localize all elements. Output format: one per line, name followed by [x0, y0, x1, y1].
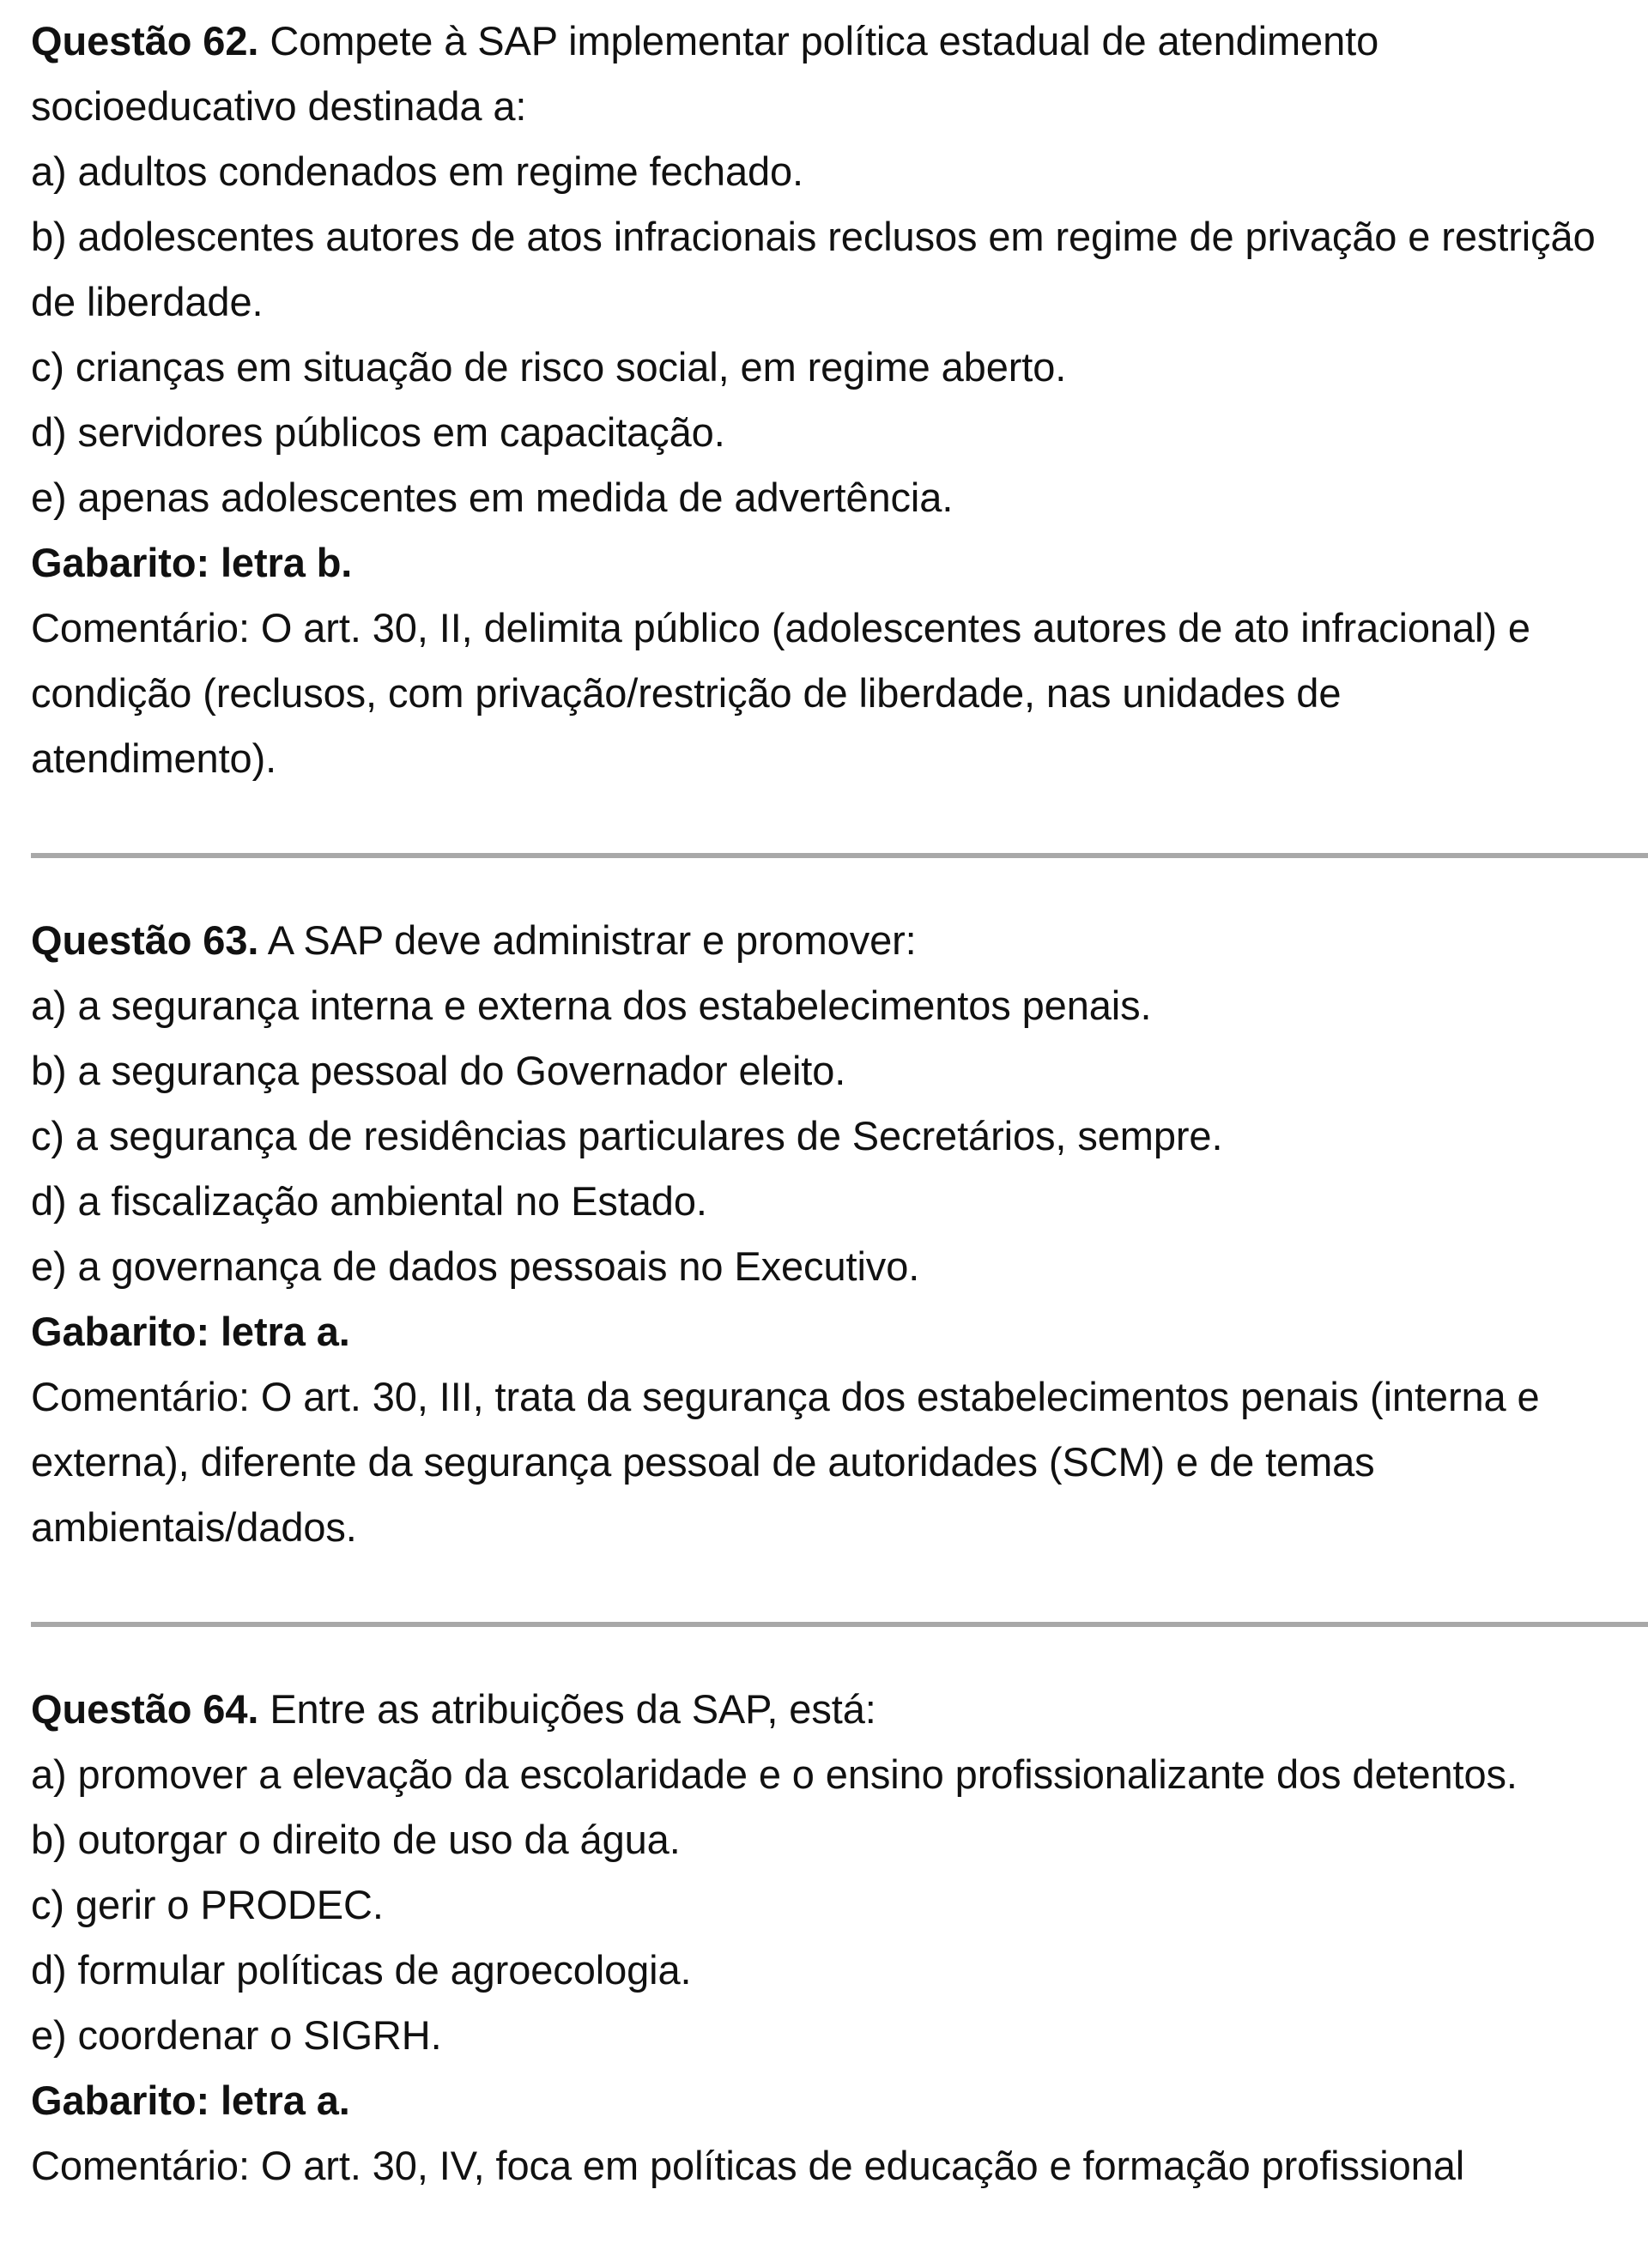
- question-number: Questão 64.: [31, 1686, 259, 1732]
- document-page: [31, 9, 1648, 2198]
- comment: Comentário: O art. 30, IV, foca em políticas de educação e formação profissional: [31, 2143, 1465, 2188]
- option-d: d) formular políticas de agroecologia.: [31, 1947, 692, 1993]
- option-e: e) coordenar o SIGRH.: [31, 2012, 442, 2058]
- option-c: c) crianças em situação de risco social, em regime aberto.: [31, 344, 1067, 390]
- question-stem: [31, 1677, 1648, 1742]
- answer-key: Gabarito: letra a.: [31, 1309, 350, 1354]
- question-text: Entre as atribuições da SAP, está:: [270, 1686, 876, 1732]
- option-d: d) servidores públicos em capacitação.: [31, 409, 725, 455]
- question-stem: [31, 9, 1576, 139]
- comment: Comentário: O art. 30, III, trata da segurança dos estabelecimentos penais (interna e externa), diferente da segurança pessoal de autoridades (SCM) e de temas ambientais/dados.: [31, 1374, 1540, 1550]
- comment: Comentário: O art. 30, II, delimita público (adolescentes autores de ato infracional) e condição (reclusos, com privação/restrição de liberdade, nas unidades de atendimento).: [31, 605, 1530, 781]
- question-text: Compete à SAP implementar política estadual de atendimento socioeducativo destinada a:: [31, 18, 1379, 129]
- question-62: [31, 9, 1648, 791]
- option-c: c) a segurança de residências particulares de Secretários, sempre.: [31, 1113, 1223, 1158]
- option-c: c) gerir o PRODEC.: [31, 1882, 384, 1927]
- option-d: d) a fiscalização ambiental no Estado.: [31, 1178, 707, 1224]
- option-a: a) adultos condenados em regime fechado.: [31, 148, 804, 194]
- question-number: Questão 63.: [31, 917, 259, 963]
- question-number: Questão 62.: [31, 18, 259, 64]
- answer-key: Gabarito: letra a.: [31, 2077, 350, 2123]
- option-e: e) a governança de dados pessoais no Executivo.: [31, 1243, 920, 1289]
- question-63: [31, 908, 1648, 1560]
- question-64: [31, 1677, 1648, 2198]
- option-b: b) a segurança pessoal do Governador eleito.: [31, 1048, 846, 1093]
- option-e: e) apenas adolescentes em medida de advertência.: [31, 475, 954, 520]
- answer-key: Gabarito: letra b.: [31, 540, 353, 585]
- option-b: b) adolescentes autores de atos infracionais reclusos em regime de privação e restrição de liberdade.: [31, 214, 1596, 324]
- question-stem: [31, 908, 1648, 973]
- question-text: A SAP deve administrar e promover:: [267, 917, 917, 963]
- option-b: b) outorgar o direito de uso da água.: [31, 1817, 681, 1862]
- option-a: a) a segurança interna e externa dos estabelecimentos penais.: [31, 983, 1152, 1028]
- option-a: a) promover a elevação da escolaridade e o ensino profissionalizante dos detentos.: [31, 1751, 1518, 1797]
